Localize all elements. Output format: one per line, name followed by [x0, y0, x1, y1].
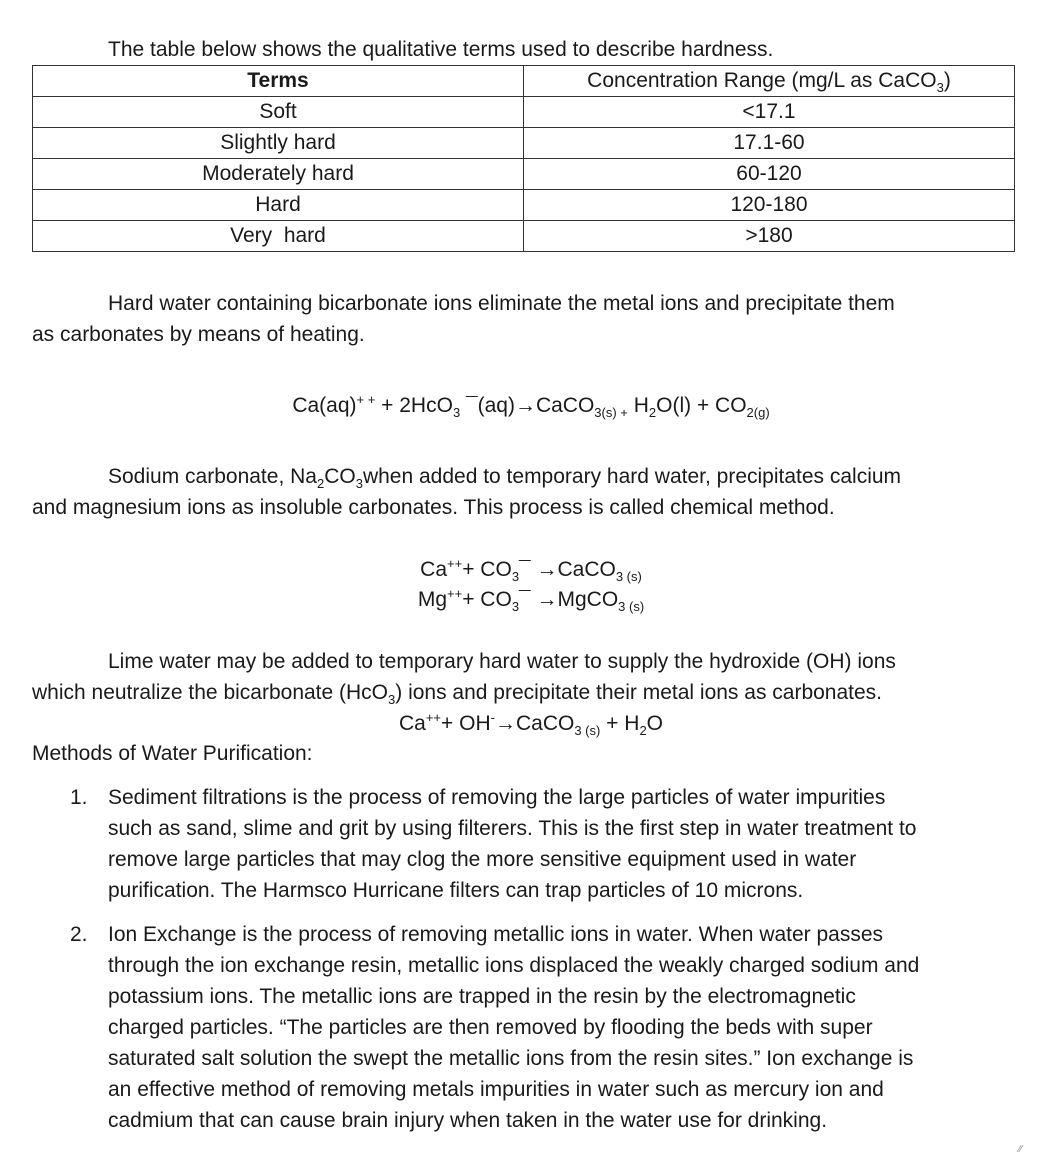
- hardness-table: [32, 65, 1015, 252]
- intro-text: The table below shows the qualitative terms used to describe hardness.: [108, 38, 774, 61]
- header-terms: Terms: [33, 66, 524, 97]
- paragraph-chemical-method: Sodium carbonate, $Na_2CO_3when$ added to temporary hard water, precipitates calcium and magnesium ions as insoluble carbonates. This process is called chemical method.: [32, 465, 902, 519]
- range-cell: <17.1: [524, 97, 1015, 128]
- term-cell: Hard: [33, 190, 524, 221]
- header-range: Concentration Range (mg/L as CaCO$_3$): [524, 66, 1015, 97]
- table-row: [33, 221, 1015, 252]
- list-number: 1.: [70, 786, 88, 809]
- equation-lime: Ca+++ OH-→CaCO$_{3 (s)}$ + $H_2O$: [398, 710, 664, 739]
- methods-list: [32, 782, 1022, 1149]
- resize-grip-icon[interactable]: ⁄⁄: [1018, 1144, 1022, 1155]
- table-row: [33, 128, 1015, 159]
- equation-heating: Ca(aq)+ + + 2HcO$_3$ ¯(aq)→CaCO$_{3(s) +}$ $H_2O(l) + CO_{2(g)}$: [292, 392, 770, 421]
- table-row: [33, 190, 1015, 221]
- list-number: 2.: [70, 923, 88, 946]
- table-row: [33, 159, 1015, 190]
- term-cell: Very hard: [33, 221, 524, 252]
- methods-heading: Methods of Water Purification:: [32, 742, 313, 765]
- term-cell: Soft: [33, 97, 524, 128]
- list-item: 2. Ion Exchange is the process of removing metallic ions in water. When water passes through the ion exchange resin, metallic ions displaced the weakly charged sodium and potassium ions. The metallic ions are trapped in the resin by the electromagnetic charged particles. “The particles are then removed by flooding the beds with super saturated salt solution the swept the metallic ions from the resin sites.” Ion exchange is an effective method of removing metals impurities in water such as mercury ion and cadmium that can cause brain injury when taken in the water use for drinking.: [32, 919, 1022, 1136]
- table-row: [33, 97, 1015, 128]
- term-cell: Moderately hard: [33, 159, 524, 190]
- table-header-row: [33, 66, 1015, 97]
- equation-carbonates: $Ca^{++}+ CO_3¯$ →CaCO$_{3 (s)}$ $Mg^{++}+ CO_3¯$ →MgCO$_{3 (s)}$: [417, 556, 645, 615]
- range-cell: 60-120: [524, 159, 1015, 190]
- list-item: 1. Sediment filtrations is the process of removing the large particles of water impurities such as sand, slime and grit by using filterers. This is the first step in water treatment to remove large particles that may clog the more sensitive equipment used in water purification. The Harmsco Hurricane filters can trap particles of 10 microns.: [32, 782, 1022, 906]
- paragraph-lime-water: Lime water may be added to temporary hard water to supply the hydroxide (OH) ions which neutralize the bicarbonate (HcO$_3$) ions and precipitate their metal ions as carbonates.: [32, 650, 896, 708]
- paragraph-heating: Hard water containing bicarbonate ions eliminate the metal ions and precipitate them as carbonates by means of heating.: [32, 292, 895, 346]
- range-cell: 120-180: [524, 190, 1015, 221]
- range-cell: 17.1-60: [524, 128, 1015, 159]
- term-cell: Slightly hard: [33, 128, 524, 159]
- range-cell: >180: [524, 221, 1015, 252]
